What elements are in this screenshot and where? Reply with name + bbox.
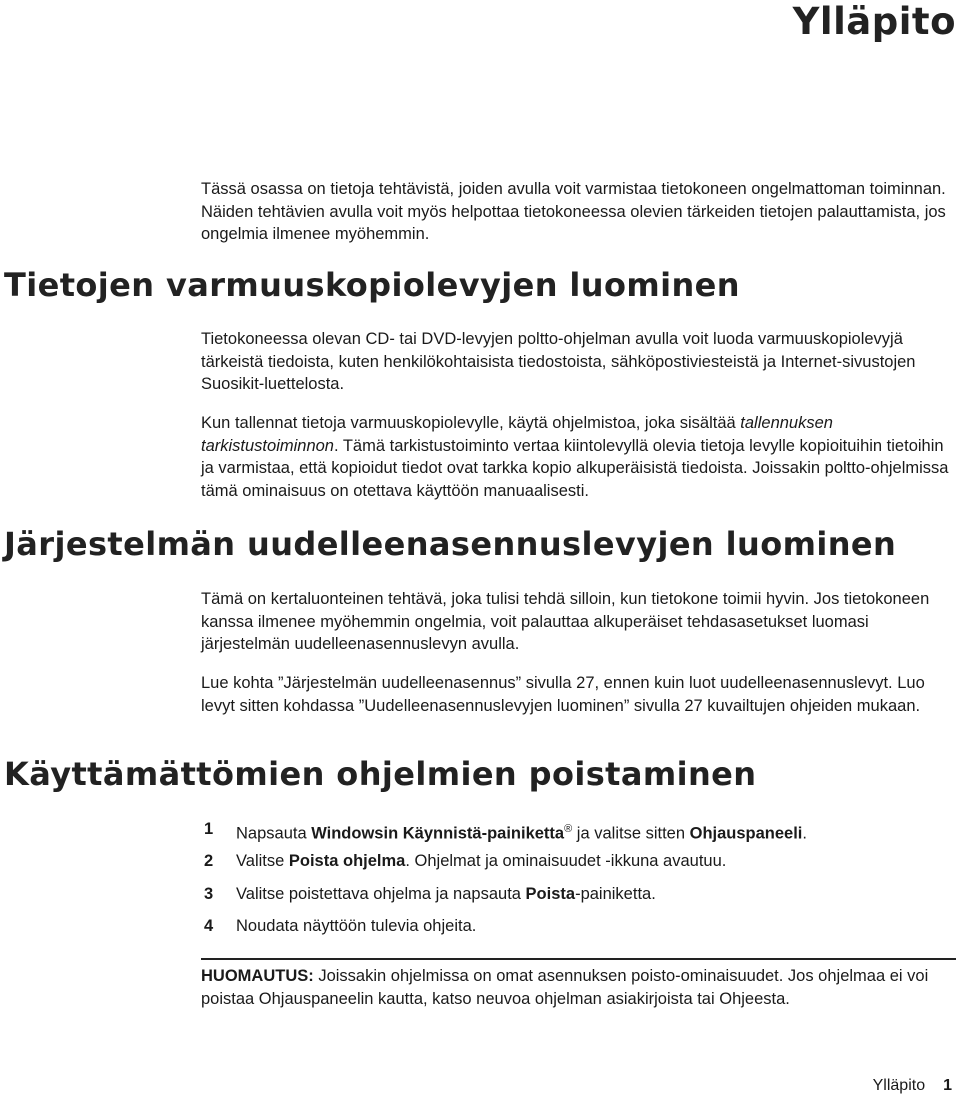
page-number: 1	[943, 1077, 952, 1094]
backup-paragraph-2	[201, 412, 950, 502]
step-text	[236, 849, 726, 873]
step-ui-term: Windowsin Käynnistä-painiketta	[311, 824, 565, 843]
section-heading-uninstall: Käyttämättömien ohjelmien poistaminen	[4, 755, 757, 793]
note-label: HUOMAUTUS:	[201, 967, 314, 985]
step-text-part: -painiketta.	[575, 885, 656, 903]
intro-paragraph: Tässä osassa on tietoja tehtävistä, joiden avulla voit varmistaa tietokoneen ongelmattoman toiminnan. Näiden tehtävien avulla voit myös helpottaa tietokoneessa olevien tärkeiden tietojen palauttamista, jos ongelmia ilmenee myöhemmin.	[201, 180, 946, 243]
note-paragraph	[201, 965, 950, 1010]
step-item	[204, 882, 956, 906]
step-text-part: ja valitse sitten	[572, 824, 690, 843]
page-footer	[873, 1077, 952, 1095]
step-item	[204, 849, 956, 873]
registered-mark: ®	[564, 823, 573, 835]
step-text	[236, 817, 807, 846]
recovery-paragraph-1: Tämä on kertaluonteinen tehtävä, joka tulisi tehdä silloin, kun tietokone toimii hyvin. Jos tietokoneen kanssa ilmenee myöhemmin ongelmia, voit palauttaa alkuperäiset tehdasasetukset luomasi järjestelmän uudelleenasennuslevyn avulla.	[201, 590, 930, 653]
step-number: 4	[204, 917, 214, 935]
backup-paragraph-1: Tietokoneessa olevan CD- tai DVD-levyjen poltto-ohjelman avulla voit luoda varmuuskopiolevyjä tärkeistä tiedoista, kuten henkilökohtaisista tiedostoista, sähköpostiviesteistä ja Internet-sivustojen Suosikit-luettelosta.	[201, 330, 916, 393]
footer-section-name: Ylläpito	[872, 1077, 926, 1094]
step-ui-term: Ohjauspaneeli	[689, 824, 803, 843]
step-text	[236, 882, 656, 906]
step-text-part: Valitse poistettava ohjelma ja napsauta	[236, 885, 526, 903]
backup-paragraph-2-end: . Tämä tarkistustoiminto vertaa kiintolevyllä olevia tietoja levylle kopioituihin tietoihin ja varmistaa, että kopioidut tiedot ovat tarkka kopio alkuperäisistä tiedoista. Joissakin poltto-ohjelmissa tämä ominaisuus on otettava käyttöön manuaalisesti.	[201, 436, 949, 500]
section-heading-backup: Tietojen varmuuskopiolevyjen luominen	[4, 266, 740, 304]
backup-paragraph-2-emphasis: tallennuksen tarkistustoiminnon	[201, 414, 833, 455]
note-text: Joissakin ohjelmissa on omat asennuksen poisto-ominaisuudet. Jos ohjelmaa ei voi poistaa Ohjauspaneelin kautta, katso neuvoa ohjelman asiakirjoista tai Ohjeesta.	[201, 967, 929, 1008]
step-text-part: .	[802, 824, 807, 843]
section-heading-recovery: Järjestelmän uudelleenasennuslevyjen luominen	[4, 525, 897, 563]
step-text-part: Valitse	[236, 852, 289, 870]
step-number: 2	[204, 852, 214, 870]
step-number: 1	[204, 820, 214, 838]
note-divider	[201, 958, 956, 960]
step-text-part: Noudata näyttöön tulevia ohjeita.	[236, 917, 477, 935]
backup-paragraph-2-start: Kun tallennat tietoja varmuuskopiolevylle, käytä ohjelmistoa, joka sisältää	[201, 414, 741, 432]
chapter-title: Ylläpito	[792, 0, 956, 43]
step-ui-term: Poista	[525, 885, 576, 903]
step-text-part: . Ohjelmat ja ominaisuudet -ikkuna avautuu.	[405, 852, 727, 870]
step-item	[204, 817, 956, 841]
recovery-paragraph-2: Lue kohta ”Järjestelmän uudelleenasennus” sivulla 27, ennen kuin luot uudelleenasennuslevyt. Luo levyt sitten kohdassa ”Uudelleenasennuslevyjen luominen” sivulla 27 kuvailtujen ohjeiden mukaan.	[201, 674, 925, 715]
step-text	[236, 914, 476, 938]
step-number: 3	[204, 885, 214, 903]
step-ui-term: Poista ohjelma	[288, 852, 406, 870]
step-text-part: Napsauta	[236, 824, 312, 843]
step-item	[204, 914, 956, 938]
